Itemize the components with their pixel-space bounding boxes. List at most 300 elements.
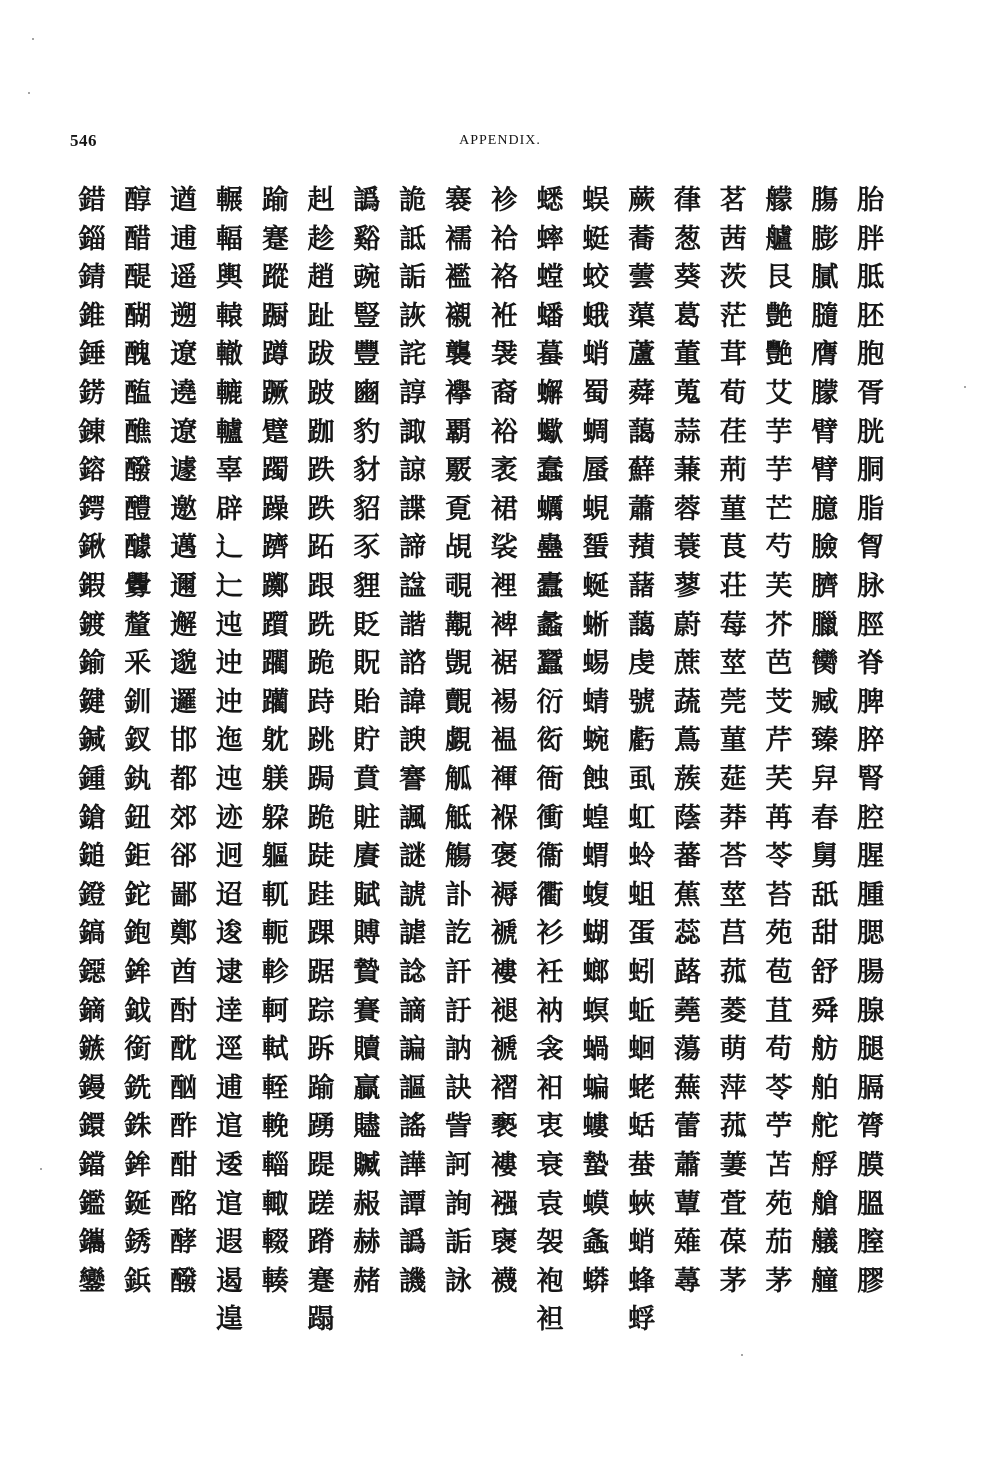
character-cell: 跿	[307, 841, 335, 873]
character-cell: 蛋	[628, 918, 656, 950]
character-cell: 衢	[536, 879, 564, 911]
character-cell: 鍔	[78, 493, 106, 525]
character-cell: 脉	[857, 571, 885, 602]
character-cell: 臂	[811, 455, 839, 487]
character-cell: 跋	[307, 339, 335, 371]
character-cell: 衫	[536, 918, 564, 950]
character-cell: 舫	[811, 1034, 839, 1066]
character-cell: 詼	[399, 300, 427, 332]
character-cell: 蛸	[582, 339, 610, 371]
character-cell: 芒	[765, 493, 793, 525]
character-cell: 鉋	[124, 918, 152, 950]
character-cell: 蛞	[628, 1111, 656, 1143]
character-cell: 褶	[490, 1072, 518, 1104]
character-cell: 蝮	[582, 879, 610, 911]
character-cell: 虹	[628, 802, 656, 834]
character-cell: 遽	[170, 455, 198, 487]
character-cell: 釆	[124, 648, 152, 680]
character-cell: 邇	[170, 571, 198, 602]
character-cell: 訥	[444, 1034, 472, 1066]
character-cell: 蓉	[673, 493, 701, 525]
character-cell: 蟀	[536, 223, 564, 255]
character-cell: 赧	[353, 1188, 381, 1220]
character-cell: 跬	[307, 879, 335, 911]
character-cell: 臧	[811, 686, 839, 718]
character-cell: 鐶	[78, 1111, 106, 1143]
character-cell: 銹	[124, 1227, 152, 1259]
character-cell: 舵	[811, 1111, 839, 1143]
character-cell: 谿	[353, 223, 381, 255]
character-cell: 艾	[765, 378, 793, 409]
character-column	[116, 182, 160, 1300]
character-cell: 酵	[170, 1227, 198, 1259]
character-cell: 躪	[261, 686, 289, 718]
character-cell: 蟒	[582, 1265, 610, 1297]
character-cell: 鏃	[78, 1034, 106, 1066]
character-cell: 蕷	[628, 532, 656, 564]
character-cell: 蹐	[307, 1227, 335, 1259]
character-cell: 艮	[765, 262, 793, 294]
character-cell: 覯	[444, 609, 472, 641]
character-column	[849, 182, 893, 1300]
character-cell: 逕	[215, 1034, 243, 1066]
character-cell: 胷	[857, 532, 885, 564]
character-cell: 覗	[444, 571, 472, 602]
character-cell: 蟋	[536, 185, 564, 216]
character-cell: 莚	[719, 764, 747, 795]
character-cell: 苟	[765, 1034, 793, 1066]
character-cell: 蜑	[582, 532, 610, 564]
character-cell: 萓	[719, 1188, 747, 1220]
character-table	[70, 182, 896, 1336]
character-cell: 輾	[215, 185, 243, 216]
character-cell: 春	[811, 802, 839, 834]
character-cell: 鋋	[124, 1188, 152, 1220]
character-cell: 裕	[490, 416, 518, 448]
character-cell: 葵	[673, 262, 701, 294]
character-cell: 跌	[307, 455, 335, 487]
character-cell: 逋	[170, 223, 198, 255]
character-cell: 艀	[811, 1150, 839, 1181]
character-cell: 芠	[765, 686, 793, 718]
character-cell: 螳	[536, 262, 564, 294]
character-cell: 苑	[765, 1188, 793, 1220]
character-cell: 諱	[399, 686, 427, 718]
character-cell: 衽	[536, 957, 564, 988]
character-cell: 蘆	[628, 339, 656, 371]
character-cell: 鈕	[124, 802, 152, 834]
character-cell: 裟	[490, 532, 518, 564]
character-cell: 蔬	[673, 686, 701, 718]
character-cell: 迚	[215, 686, 243, 718]
character-cell: 諮	[399, 648, 427, 680]
character-column	[757, 182, 801, 1300]
character-cell: 衞	[536, 841, 564, 873]
character-cell: 鏑	[78, 995, 106, 1027]
character-cell: 蠱	[536, 532, 564, 564]
character-cell: 蘚	[628, 455, 656, 487]
character-cell: 蝗	[582, 802, 610, 834]
print-speck	[741, 1354, 743, 1356]
character-cell: 襯	[444, 300, 472, 332]
character-cell: 蕭	[628, 493, 656, 525]
character-cell: 茄	[765, 1227, 793, 1259]
character-cell: 訏	[444, 995, 472, 1027]
character-column	[70, 182, 114, 1300]
character-cell: 莒	[719, 918, 747, 950]
character-cell: 赳	[307, 185, 335, 216]
character-cell: 酩	[170, 1188, 198, 1220]
character-cell: 跱	[307, 686, 335, 718]
character-cell: 蹉	[307, 1188, 335, 1220]
character-column	[391, 182, 435, 1300]
character-cell: 逋	[215, 1072, 243, 1104]
character-cell: 釁	[124, 571, 152, 602]
character-cell: 蠹	[536, 571, 564, 602]
character-cell: 鍜	[78, 571, 106, 602]
character-cell: 跏	[307, 416, 335, 448]
character-cell: 蜆	[582, 493, 610, 525]
character-cell: 踴	[307, 1111, 335, 1143]
character-cell: 蔟	[673, 764, 701, 795]
character-cell: 艙	[811, 1188, 839, 1220]
character-cell: 鎗	[78, 802, 106, 834]
character-cell: 胥	[857, 378, 885, 409]
character-cell: 膜	[857, 1150, 885, 1181]
character-cell: 脾	[857, 686, 885, 718]
character-cell: 軀	[261, 841, 289, 873]
character-cell: 貶	[353, 609, 381, 641]
character-column	[482, 182, 526, 1300]
character-cell: 酎	[170, 995, 198, 1027]
character-cell: 覿	[444, 686, 472, 718]
character-cell: 艤	[811, 1227, 839, 1259]
character-cell: 裡	[490, 571, 518, 602]
character-cell: 遐	[215, 1227, 243, 1259]
character-cell: 袰	[490, 339, 518, 371]
character-cell: 膩	[811, 262, 839, 294]
character-cell: 訃	[444, 879, 472, 911]
character-cell: 鏝	[78, 1072, 106, 1104]
character-cell: 襪	[490, 1265, 518, 1297]
character-cell: 袷	[490, 223, 518, 255]
character-cell: 萍	[719, 1072, 747, 1104]
character-cell: 錘	[78, 339, 106, 371]
character-cell: 豺	[353, 455, 381, 487]
character-cell: 醵	[124, 532, 152, 564]
character-cell: 跪	[307, 802, 335, 834]
character-cell: 褥	[490, 879, 518, 911]
character-cell: 譚	[399, 1188, 427, 1220]
character-cell: 鍬	[78, 532, 106, 564]
character-cell: 鉾	[124, 957, 152, 988]
character-column	[711, 182, 755, 1300]
character-cell: 菰	[719, 957, 747, 988]
character-cell: 茗	[719, 185, 747, 216]
character-cell: 褫	[490, 918, 518, 950]
character-cell: 諒	[399, 455, 427, 487]
character-cell: 蕊	[673, 918, 701, 950]
character-cell: 跖	[307, 532, 335, 564]
character-cell: 褸	[490, 957, 518, 988]
character-cell: 躋	[261, 532, 289, 564]
character-cell: 艨	[765, 185, 793, 216]
character-cell: 蕁	[673, 1265, 701, 1297]
character-cell: 衍	[536, 686, 564, 718]
character-cell: 譌	[353, 185, 381, 216]
character-cell: 輙	[261, 1188, 289, 1220]
character-cell: 膓	[811, 185, 839, 216]
character-cell: 謫	[399, 995, 427, 1027]
character-cell: 躭	[261, 725, 289, 757]
character-cell: 軫	[261, 957, 289, 988]
character-cell: 鎔	[78, 455, 106, 487]
character-cell: 酣	[170, 1150, 198, 1181]
character-cell: 臉	[811, 532, 839, 564]
character-cell: 郊	[170, 802, 198, 834]
character-cell: 膈	[857, 1072, 885, 1104]
character-cell: 蜓	[582, 223, 610, 255]
character-cell: 輜	[261, 1150, 289, 1181]
character-cell: 輊	[261, 1072, 289, 1104]
character-cell: 衝	[536, 802, 564, 834]
character-cell: 芥	[765, 609, 793, 641]
character-cell: 踰	[261, 185, 289, 216]
character-cell: 甜	[811, 918, 839, 950]
character-cell: 諗	[399, 957, 427, 988]
character-cell: 苧	[765, 1111, 793, 1143]
character-cell: 臻	[811, 725, 839, 757]
character-cell: 釐	[124, 609, 152, 641]
character-cell: 踪	[307, 995, 335, 1027]
character-cell: 董	[673, 339, 701, 371]
character-cell: 賻	[353, 918, 381, 950]
character-cell: 詠	[444, 1265, 472, 1297]
character-cell: 邂	[170, 609, 198, 641]
character-cell: 錺	[78, 378, 106, 409]
character-cell: 逮	[215, 957, 243, 988]
character-cell: 輿	[215, 262, 243, 294]
character-cell: 莖	[719, 648, 747, 680]
character-cell: 訾	[444, 1111, 472, 1143]
character-cell: 譌	[399, 1227, 427, 1259]
character-cell: 螽	[582, 1227, 610, 1259]
character-cell: 虧	[628, 725, 656, 757]
character-cell: 裼	[490, 686, 518, 718]
character-cell: 趙	[307, 262, 335, 294]
character-cell: 膃	[857, 1188, 885, 1220]
character-cell: 遒	[170, 185, 198, 216]
character-cell: 踶	[307, 1150, 335, 1181]
character-cell: 迚	[215, 648, 243, 680]
character-cell: 袍	[536, 1265, 564, 1297]
character-cell: 芭	[765, 648, 793, 680]
character-cell: 遏	[215, 1265, 243, 1297]
character-cell: 臍	[811, 571, 839, 602]
character-cell: 藷	[628, 571, 656, 602]
character-cell: 腮	[857, 918, 885, 950]
character-cell: 袵	[490, 300, 518, 332]
character-column	[253, 182, 297, 1300]
character-cell: 褪	[490, 995, 518, 1027]
character-cell: 鑑	[78, 1188, 106, 1220]
character-cell: 跌	[307, 493, 335, 525]
character-cell: 迍	[215, 609, 243, 641]
character-cell: 胱	[857, 416, 885, 448]
character-cell: 諄	[399, 378, 427, 409]
character-cell: 蠡	[536, 609, 564, 641]
character-column	[299, 182, 343, 1336]
character-cell: 諷	[399, 802, 427, 834]
character-cell: 遑	[215, 1304, 243, 1336]
character-cell: 豌	[353, 262, 381, 294]
character-cell: 蟄	[582, 1150, 610, 1181]
character-cell: 茅	[765, 1265, 793, 1297]
character-cell: 郤	[170, 841, 198, 873]
character-cell: 菰	[719, 1111, 747, 1143]
character-cell: 醍	[124, 262, 152, 294]
character-cell: 膺	[811, 339, 839, 371]
character-cell: 苔	[765, 879, 793, 911]
character-cell: 鎚	[78, 841, 106, 873]
character-cell: 蕃	[673, 841, 701, 873]
print-speck	[964, 386, 966, 388]
character-cell: 醢	[124, 378, 152, 409]
character-cell: 錯	[78, 185, 106, 216]
character-cell: 諡	[399, 571, 427, 602]
character-cell: 轆	[215, 378, 243, 409]
character-cell: 蠏	[536, 378, 564, 409]
character-cell: 荏	[719, 416, 747, 448]
character-cell: 芋	[765, 416, 793, 448]
character-cell: 螻	[582, 1111, 610, 1143]
character-cell: 鎬	[78, 918, 106, 950]
character-cell: 襦	[444, 223, 472, 255]
character-cell: 豹	[353, 416, 381, 448]
character-cell: 茫	[719, 300, 747, 332]
character-cell: 艶	[765, 300, 793, 332]
character-cell: 輻	[215, 223, 243, 255]
character-cell: 跪	[307, 648, 335, 680]
character-cell: 蕈	[673, 1188, 701, 1220]
character-cell: 迹	[215, 802, 243, 834]
character-cell: 觝	[444, 802, 472, 834]
character-cell: 蛔	[628, 1034, 656, 1066]
character-cell: 赭	[353, 1265, 381, 1297]
character-cell: 脊	[857, 648, 885, 680]
character-cell: 腔	[857, 802, 885, 834]
character-cell: 蟠	[536, 300, 564, 332]
character-cell: 諏	[399, 416, 427, 448]
character-cell: 謔	[399, 918, 427, 950]
character-cell: 蕩	[673, 1034, 701, 1066]
character-cell: 鄭	[170, 918, 198, 950]
character-cell: 諕	[399, 879, 427, 911]
character-cell: 膸	[811, 300, 839, 332]
character-cell: 醴	[124, 493, 152, 525]
character-cell: 鍮	[78, 648, 106, 680]
character-cell: 蜴	[582, 648, 610, 680]
character-cell: 遡	[170, 300, 198, 332]
character-cell: 醐	[124, 300, 152, 332]
character-cell: 覈	[444, 455, 472, 487]
character-cell: 萌	[719, 1034, 747, 1066]
character-cell: 蟆	[582, 1188, 610, 1220]
character-cell: 軾	[261, 1034, 289, 1066]
character-cell: 酗	[170, 1072, 198, 1104]
character-cell: 轍	[215, 339, 243, 371]
character-cell: 蛉	[628, 841, 656, 873]
print-speck	[40, 1168, 42, 1170]
character-cell: 茨	[719, 262, 747, 294]
character-cell: 蹇	[307, 1265, 335, 1297]
character-cell: 腿	[857, 1034, 885, 1066]
character-cell: 襃	[490, 1227, 518, 1259]
character-cell: 艫	[765, 223, 793, 255]
character-cell: 胞	[857, 339, 885, 371]
character-cell: 袒	[536, 1304, 564, 1336]
character-cell: 褸	[490, 1150, 518, 1181]
character-column	[207, 182, 251, 1336]
character-cell: 諛	[399, 725, 427, 757]
character-cell: 觴	[444, 841, 472, 873]
character-cell: 都	[170, 764, 198, 795]
character-cell: 茜	[719, 223, 747, 255]
character-cell: 迥	[215, 841, 243, 873]
character-cell: 蜿	[582, 725, 610, 757]
character-cell: 醮	[124, 416, 152, 448]
character-cell: 跣	[307, 609, 335, 641]
character-cell: 謎	[399, 841, 427, 873]
character-cell: 蔚	[673, 609, 701, 641]
character-cell: 脺	[857, 725, 885, 757]
character-cell: 蔗	[673, 648, 701, 680]
character-cell: 蠢	[536, 455, 564, 487]
character-cell: 蹶	[261, 378, 289, 409]
character-cell: 輟	[261, 1227, 289, 1259]
character-cell: 蠶	[536, 648, 564, 680]
character-cell: 苴	[765, 995, 793, 1027]
character-cell: 鄙	[170, 879, 198, 911]
character-cell: 褓	[490, 802, 518, 834]
character-cell: 茛	[719, 532, 747, 564]
character-cell: 葆	[719, 1227, 747, 1259]
character-cell: 舅	[811, 841, 839, 873]
character-cell: 袁	[536, 1188, 564, 1220]
character-cell: 蛯	[628, 1072, 656, 1104]
character-cell: 貂	[353, 493, 381, 525]
character-cell: 貽	[353, 686, 381, 718]
character-cell: 譏	[399, 1265, 427, 1297]
character-cell: 銜	[124, 1034, 152, 1066]
character-cell: 胴	[857, 455, 885, 487]
character-cell: 詬	[399, 262, 427, 294]
character-cell: 跟	[307, 571, 335, 602]
character-cell: 蚓	[628, 957, 656, 988]
character-cell: 褒	[490, 841, 518, 873]
character-cell: 蚯	[628, 995, 656, 1027]
character-cell: 賦	[353, 879, 381, 911]
character-cell: 詬	[444, 1227, 472, 1259]
character-cell: 釻	[124, 764, 152, 795]
character-cell: 軏	[261, 879, 289, 911]
character-cell: 貺	[353, 648, 381, 680]
character-column	[665, 182, 709, 1300]
character-cell: 贖	[353, 1034, 381, 1066]
character-cell: 錐	[78, 300, 106, 332]
character-cell: 蕉	[673, 879, 701, 911]
character-cell: 蠍	[536, 416, 564, 448]
